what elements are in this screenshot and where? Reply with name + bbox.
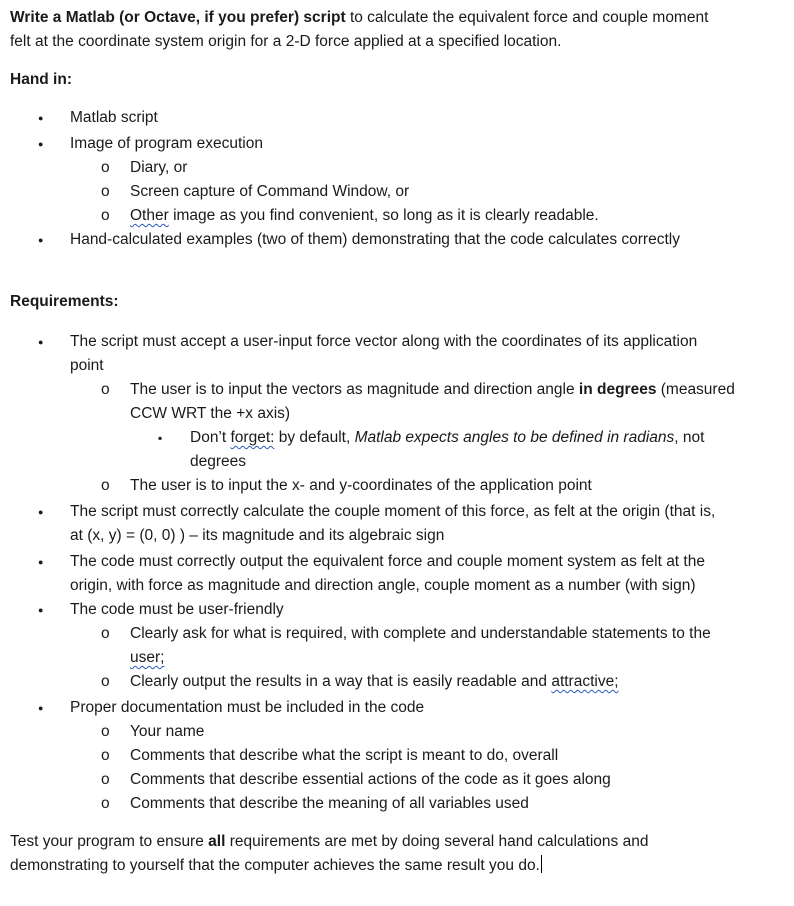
circle-bullet-icon: o (101, 207, 110, 224)
req-1a-i-post: , not (674, 429, 705, 446)
req-1a-i-italic: Matlab expects angles to be defined in radians (354, 429, 675, 446)
req-5c: Comments that describe essential actions of the code as it goes along (130, 771, 611, 788)
req-2-line-2: at (x, y) = (0, 0) ) – its magnitude and its algebraic sign (70, 527, 445, 544)
circle-bullet-icon: o (101, 747, 110, 764)
text-cursor (541, 855, 542, 873)
closing-line-2[interactable] (10, 854, 542, 878)
req-4b-text: Clearly output the results in a way that is easily readable and (130, 673, 552, 690)
req-5b: Comments that describe what the script is meant to do, overall (130, 747, 559, 764)
circle-bullet-icon: o (101, 771, 110, 788)
circle-bullet-icon: o (101, 673, 110, 690)
req-1b: The user is to input the x- and y-coordinates of the application point (130, 477, 592, 494)
req-4b (130, 670, 619, 694)
req-1a-bold: in degrees (578, 381, 657, 398)
req-1-line-2: point (70, 357, 104, 374)
bullet-icon: ● (38, 507, 44, 517)
bullet-icon: ● (38, 113, 44, 123)
requirements-heading: Requirements: (10, 293, 119, 310)
hand-in-sub-3 (130, 204, 599, 228)
bullet-icon: ● (38, 139, 44, 149)
req-1-line-1: The script must accept a user-input force vector along with the coordinates of its application (70, 333, 698, 350)
spelling-flag-other: Other (130, 207, 169, 224)
circle-bullet-icon: o (101, 795, 110, 812)
req-1a-line-2: CCW WRT the +x axis) (130, 405, 291, 422)
hand-in-item-1: Matlab script (70, 109, 158, 126)
intro-rest: to calculate the equivalent force and couple moment (345, 9, 709, 26)
req-1a-i-pre: Don’t (190, 429, 231, 446)
spelling-flag-user: user; (130, 649, 165, 666)
circle-bullet-icon: o (101, 625, 110, 642)
hand-in-sub-1: Diary, or (130, 159, 188, 176)
closing-line-1 (10, 830, 648, 854)
closing-pre: Test your program to ensure (10, 833, 209, 850)
req-3-line-2: origin, with force as magnitude and direction angle, couple moment as a number (with sign) (70, 577, 696, 594)
bullet-icon: ● (38, 235, 44, 245)
req-5d: Comments that describe the meaning of all variables used (130, 795, 529, 812)
bullet-icon: ● (38, 557, 44, 567)
hand-in-sub-2: Screen capture of Command Window, or (130, 183, 410, 200)
closing-bold: all (208, 833, 226, 850)
square-bullet-icon: ▪ (158, 431, 163, 445)
closing-line-2-text: demonstrating to yourself that the computer achieves the same result you do. (10, 857, 540, 874)
req-3-line-1: The code must correctly output the equivalent force and couple moment system as felt at the (70, 553, 705, 570)
hand-in-heading: Hand in: (10, 71, 72, 88)
circle-bullet-icon: o (101, 159, 110, 176)
intro-bold: Write a Matlab (or Octave, if you prefer) script (10, 9, 346, 26)
bullet-icon: ● (38, 337, 44, 347)
req-4a-line-1: Clearly ask for what is required, with complete and understandable statements to the (130, 625, 711, 642)
closing-post: requirements are met by doing several hand calculations and (225, 833, 649, 850)
req-4a-line-2 (130, 646, 164, 670)
bullet-icon: ● (38, 605, 44, 615)
req-2-line-1: The script must correctly calculate the couple moment of this force, as felt at the origin (that is, (70, 503, 716, 520)
req-4: The code must be user-friendly (70, 601, 284, 618)
req-1a-text: The user is to input the vectors as magnitude and direction angle (130, 381, 579, 398)
req-5a: Your name (130, 723, 205, 740)
circle-bullet-icon: o (101, 477, 110, 494)
circle-bullet-icon: o (101, 381, 110, 398)
intro-line-1 (10, 6, 708, 30)
req-1a-post: (measured (656, 381, 735, 398)
req-5: Proper documentation must be included in the code (70, 699, 425, 716)
hand-in-sub-3-text: image as you find convenient, so long as it is clearly readable. (168, 207, 599, 224)
req-1a-i-line-1 (190, 426, 704, 450)
hand-in-item-3: Hand-calculated examples (two of them) demonstrating that the code calculates correctly (70, 231, 680, 248)
spelling-flag-forget: forget: (230, 429, 275, 446)
spelling-flag-attractive: attractive; (551, 673, 619, 690)
req-1a-i-mid: by default, (274, 429, 355, 446)
req-1a-i-line-2: degrees (190, 453, 247, 470)
intro-line-2: felt at the coordinate system origin for a 2-D force applied at a specified location. (10, 33, 562, 50)
bullet-icon: ● (38, 703, 44, 713)
circle-bullet-icon: o (101, 183, 110, 200)
hand-in-item-2: Image of program execution (70, 135, 263, 152)
circle-bullet-icon: o (101, 723, 110, 740)
req-1a-line-1 (130, 378, 735, 402)
